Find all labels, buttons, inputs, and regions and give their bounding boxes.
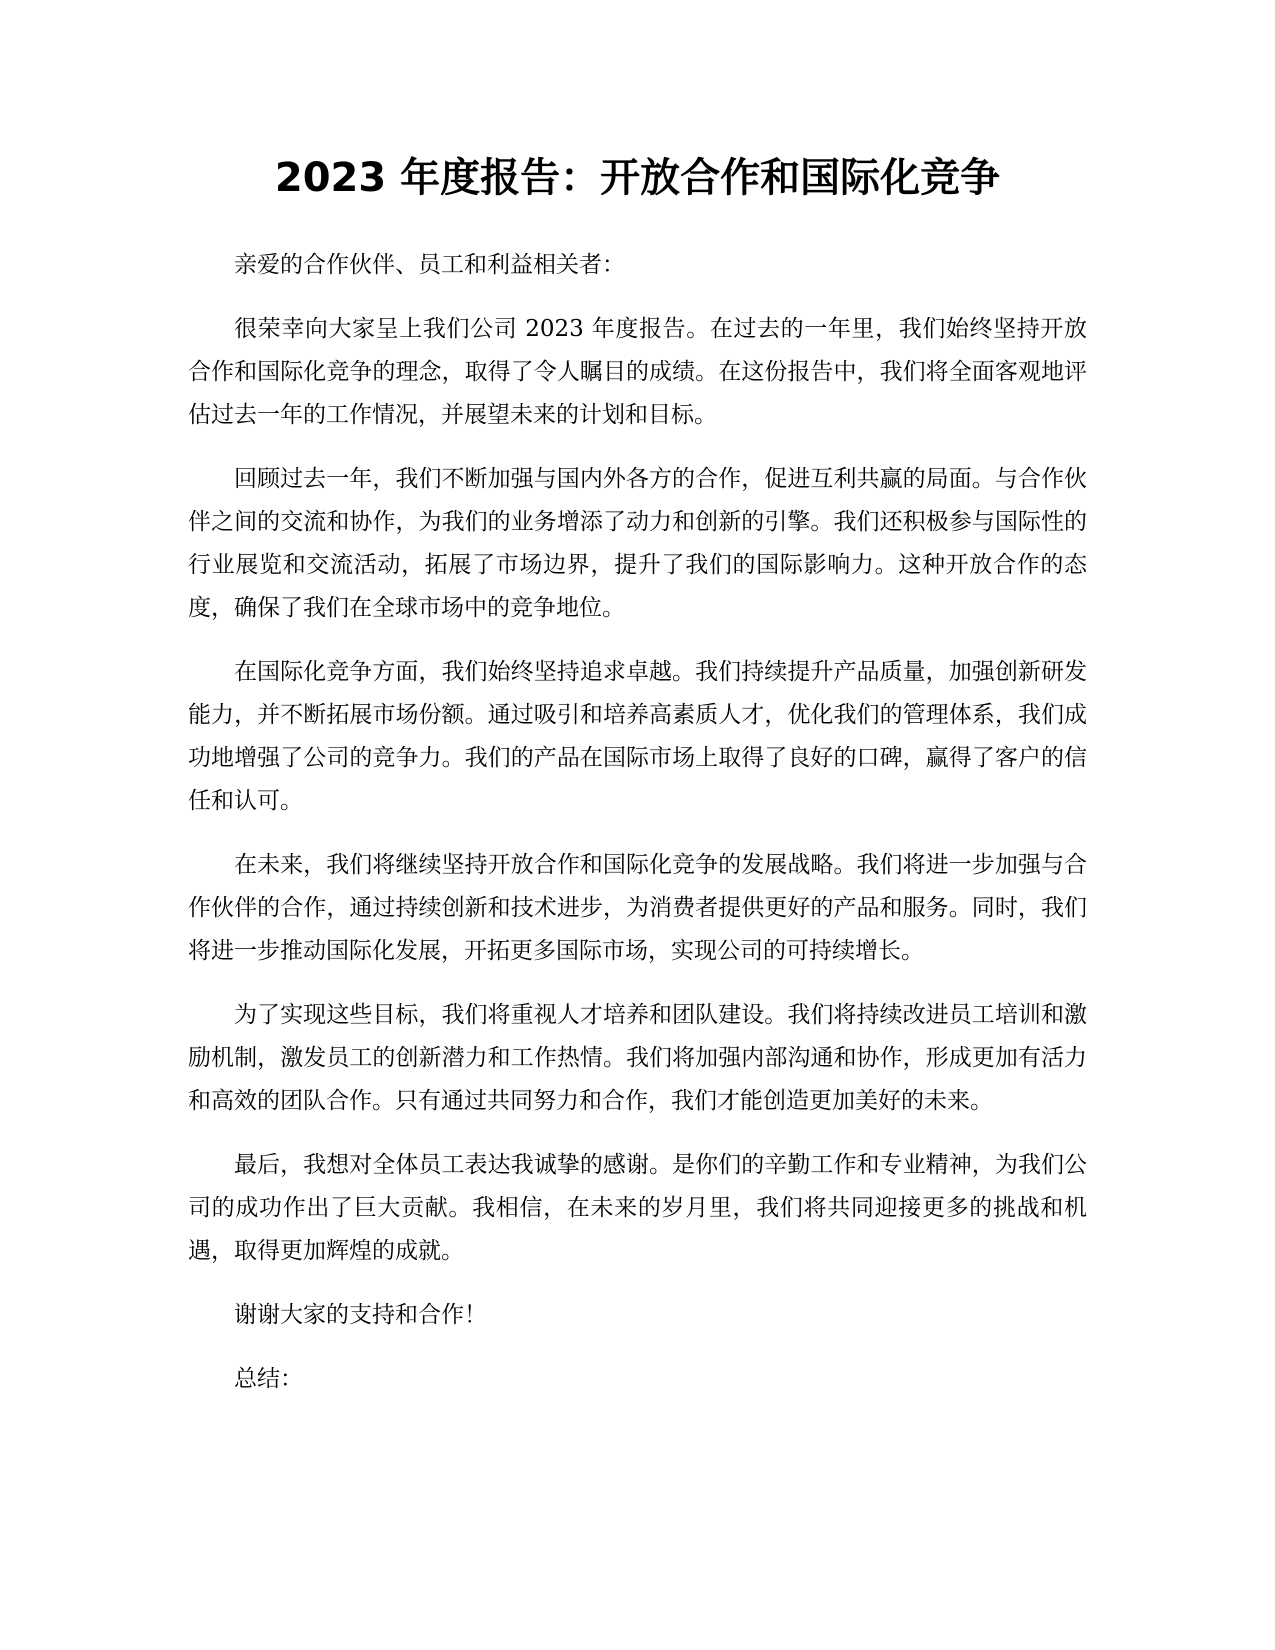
review-paragraph: 回顾过去一年，我们不断加强与国内外各方的合作，促进互利共赢的局面。与合作伙伴之间的交流和协作，为我们的业务增添了动力和创新的引擎。我们还积极参与国际性的行业展览和交流活动，拓展了市场边界，提升了我们的国际影响力。这种开放合作的态度，确保了我们在全球市场中的竞争地位。 <box>188 466 1087 621</box>
intro-paragraph: 很荣幸向大家呈上我们公司 2023 年度报告。在过去的一年里，我们始终坚持开放合作和国际化竞争的理念，取得了令人瞩目的成绩。在这份报告中，我们将全面客观地评估过去一年的工作情况，并展望未来的计划和目标。 <box>188 316 1087 428</box>
thanks-paragraph: 最后，我想对全体员工表达我诚挚的感谢。是你们的辛勤工作和专业精神，为我们公司的成功作出了巨大贡献。我相信，在未来的岁月里，我们将共同迎接更多的挑战和机遇，取得更加辉煌的成就。 <box>188 1152 1087 1264</box>
talent-paragraph: 为了实现这些目标，我们将重视人才培养和团队建设。我们将持续改进员工培训和激励机制，激发员工的创新潜力和工作热情。我们将加强内部沟通和协作，形成更加有活力和高效的团队合作。只有通过共同努力和合作，我们才能创造更加美好的未来。 <box>188 1002 1087 1114</box>
document-title: 2023 年度报告：开放合作和国际化竞争 <box>274 155 1001 201</box>
document-body <box>188 244 1087 1422</box>
closing-paragraph: 谢谢大家的支持和合作！ <box>234 1302 487 1328</box>
summary-heading: 总结： <box>234 1366 303 1392</box>
competition-paragraph: 在国际化竞争方面，我们始终坚持追求卓越。我们持续提升产品质量，加强创新研发能力，并不断拓展市场份额。通过吸引和培养高素质人才，优化我们的管理体系，我们成功地增强了公司的竞争力。我们的产品在国际市场上取得了良好的口碑，赢得了客户的信任和认可。 <box>188 659 1087 814</box>
salutation-paragraph: 亲爱的合作伙伴、员工和利益相关者： <box>234 252 625 278</box>
future-paragraph: 在未来，我们将继续坚持开放合作和国际化竞争的发展战略。我们将进一步加强与合作伙伴的合作，通过持续创新和技术进步，为消费者提供更好的产品和服务。同时，我们将进一步推动国际化发展，开拓更多国际市场，实现公司的可持续增长。 <box>188 852 1087 964</box>
